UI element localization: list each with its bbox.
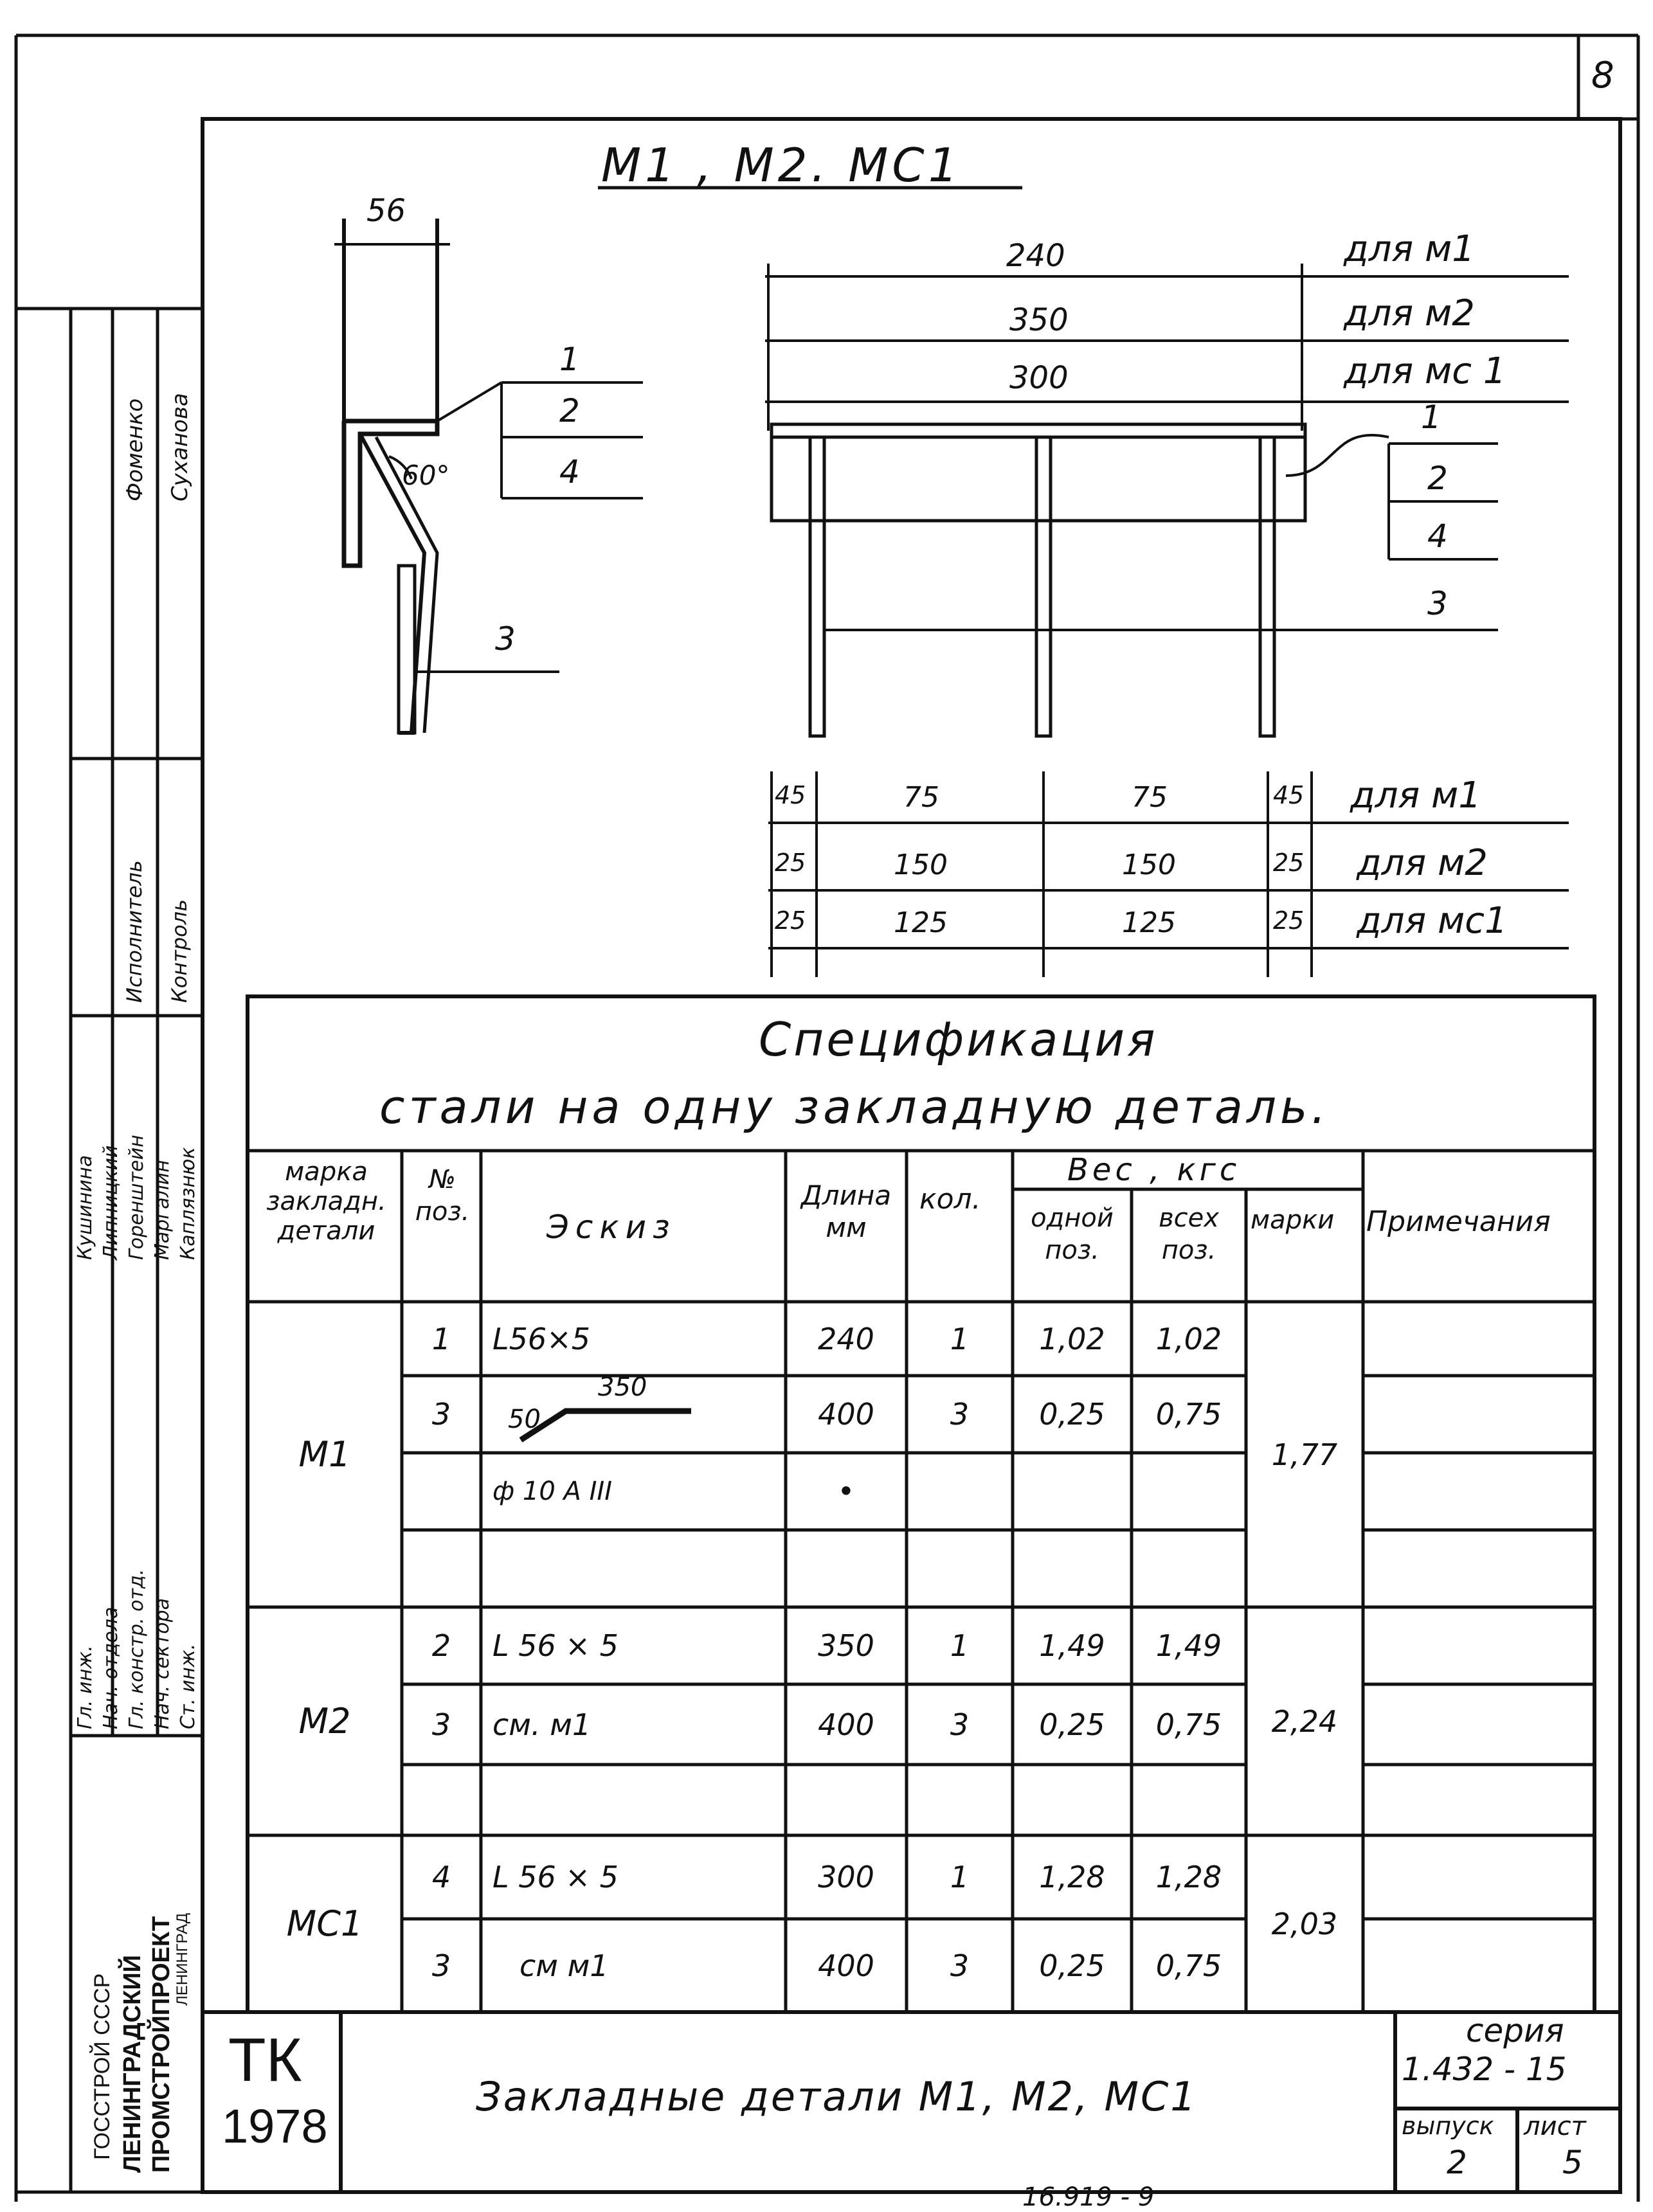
spacing-m1-c: 75 xyxy=(1132,781,1168,814)
m1-r1-sketch: L56×5 xyxy=(492,1321,590,1356)
tk-logo: ТК xyxy=(228,2026,302,2094)
hdr-mark-l1: марка xyxy=(285,1157,368,1187)
spacing-m2-c: 150 xyxy=(1122,849,1176,881)
m1-r1-qty: 1 xyxy=(950,1321,970,1356)
group-total-mc1: 2,03 xyxy=(1271,1906,1338,1941)
group-mark-m1: М1 xyxy=(298,1434,351,1475)
mc1-r1-wall: 1,28 xyxy=(1155,1860,1222,1894)
stamp-role-1: Гл. инж. xyxy=(74,1645,96,1729)
hdr-length-l1: Длина xyxy=(800,1180,892,1211)
series-value: 1.432 - 15 xyxy=(1402,2051,1567,2088)
m1-r2-pos: 3 xyxy=(431,1397,451,1432)
stamp-executor-name: Фоменко xyxy=(122,398,148,501)
m2-r1-wall: 1,49 xyxy=(1155,1628,1222,1663)
spacing-m1-d: 45 xyxy=(1273,781,1305,809)
stamp-control-name: Суханова xyxy=(167,393,193,501)
spacing-m2-a: 25 xyxy=(775,849,806,877)
stamp-role-3: Гл. констр. отд. xyxy=(125,1569,148,1729)
section-pos-3: 3 xyxy=(495,620,516,658)
series-label: серия xyxy=(1466,2012,1564,2049)
section-pos-2: 2 xyxy=(559,392,580,429)
section-angle: 60° xyxy=(402,460,450,491)
spacing-mc1-b: 125 xyxy=(894,906,948,939)
mc1-r1-qty: 1 xyxy=(950,1860,970,1894)
stamp-name-4: Маргалин xyxy=(151,1160,174,1260)
tk-year: 1978 xyxy=(222,2100,328,2153)
mc1-r2-sketch: см м1 xyxy=(519,1948,609,1983)
m2-r1-length: 350 xyxy=(818,1628,874,1663)
elev-pos-1: 1 xyxy=(1421,399,1441,436)
m2-r1-wone: 1,49 xyxy=(1039,1628,1105,1663)
mc1-r1-length: 300 xyxy=(818,1860,874,1894)
stamp-org-2: ЛЕНИНГРАДСКИЙ xyxy=(119,1955,146,2173)
m2-r1-sketch: L 56 × 5 xyxy=(492,1628,619,1663)
m1-r2-qty: 3 xyxy=(950,1397,970,1432)
spec-title-line1: Спецификация xyxy=(759,1012,1158,1066)
mc1-r2-pos: 3 xyxy=(431,1948,451,1983)
m2-r2-pos: 3 xyxy=(431,1707,451,1742)
elev-pos-3: 3 xyxy=(1427,585,1448,622)
bar-sketch-b: 350 xyxy=(598,1372,647,1402)
issue-label: выпуск xyxy=(1402,2112,1494,2140)
spacing-m2-b: 150 xyxy=(894,849,948,881)
hdr-w-all xyxy=(1132,1202,1246,1266)
spacing-m2-d: 25 xyxy=(1273,849,1305,877)
hdr-pos xyxy=(404,1164,481,1228)
hdr-mark-l3: детали xyxy=(277,1216,375,1246)
section-pos-1: 1 xyxy=(559,341,580,378)
hdr-w-all-l1: всех xyxy=(1159,1203,1219,1233)
issue-value: 2 xyxy=(1447,2144,1467,2181)
hdr-w-one-l2: поз. xyxy=(1045,1236,1099,1265)
section-pos-4: 4 xyxy=(559,453,580,490)
bar-sketch-a: 50 xyxy=(508,1405,541,1434)
m1-r3-sketch: ф 10 А III xyxy=(492,1477,612,1506)
group-mark-m2: М2 xyxy=(298,1701,351,1741)
hdr-w-one-l1: одной xyxy=(1031,1203,1114,1233)
mc1-r1-sketch: L 56 × 5 xyxy=(492,1860,619,1894)
stamp-name-3: Горенштейн xyxy=(125,1135,148,1260)
hdr-qty: кол. xyxy=(919,1183,981,1216)
group-total-m1: 1,77 xyxy=(1271,1437,1338,1472)
stamp-role-2: Нач. отдела xyxy=(100,1606,122,1729)
m1-r1-length: 240 xyxy=(818,1321,874,1356)
sheet-title: Закладные детали М1, М2, МС1 xyxy=(476,2073,1198,2120)
length-dim-m1-label: для м1 xyxy=(1344,228,1475,270)
m1-r2-wone: 0,25 xyxy=(1039,1397,1105,1432)
hdr-notes: Примечания xyxy=(1366,1205,1551,1238)
hdr-w-mark: марки xyxy=(1251,1205,1335,1235)
stamp-org-3: ПРОМСТРОЙПРОЕКТ xyxy=(148,1916,175,2173)
length-dim-mc1: 300 xyxy=(1009,360,1069,396)
mc1-r1-pos: 4 xyxy=(431,1860,451,1894)
m1-r2-length: 400 xyxy=(818,1397,874,1432)
m1-r1-pos: 1 xyxy=(431,1321,451,1356)
length-dim-mc1-label: для мс 1 xyxy=(1344,350,1506,392)
elev-pos-2: 2 xyxy=(1427,460,1448,497)
mc1-r2-qty: 3 xyxy=(950,1948,970,1983)
stamp-org-4: ЛЕНИНГРАД xyxy=(174,1912,191,2006)
hdr-pos-l1: № xyxy=(429,1165,456,1194)
page-number: 8 xyxy=(1591,55,1614,96)
spec-title-line2: стали на одну закладную деталь. xyxy=(379,1080,1330,1134)
spacing-mc1-d: 25 xyxy=(1273,906,1305,935)
spacing-m1-a: 45 xyxy=(775,781,806,809)
hdr-sketch: Эскиз xyxy=(546,1209,676,1246)
m2-r1-qty: 1 xyxy=(950,1628,970,1663)
hdr-mark-l2: закладн. xyxy=(266,1187,386,1216)
sheet-value: 5 xyxy=(1562,2144,1583,2181)
stamp-control-label: Контроль xyxy=(167,899,192,1003)
m1-r1-wone: 1,02 xyxy=(1039,1321,1105,1356)
stamp-org-1: ГОССТРОЙ СССР xyxy=(90,1973,114,2160)
hdr-length xyxy=(786,1180,907,1244)
m2-r2-sketch: см. м1 xyxy=(492,1707,592,1742)
m1-r2-wall: 0,75 xyxy=(1155,1397,1222,1432)
m2-r2-wall: 0,75 xyxy=(1155,1707,1222,1742)
m2-r2-wone: 0,25 xyxy=(1039,1707,1105,1742)
stamp-name-5: Каплязнюк xyxy=(177,1147,199,1260)
hdr-w-one xyxy=(1013,1202,1132,1266)
stamp-executor-label: Исполнитель xyxy=(122,860,147,1003)
spacing-mc1-label: для мс1 xyxy=(1357,900,1508,942)
bottom-note: 16.919 - 9 xyxy=(1022,2182,1155,2212)
m2-r1-pos: 2 xyxy=(431,1628,451,1663)
length-dim-m1: 240 xyxy=(1006,238,1065,274)
hdr-pos-l2: поз. xyxy=(415,1197,470,1227)
stamp-role-5: Ст. инж. xyxy=(177,1643,199,1729)
m1-r3-length: • xyxy=(837,1474,855,1509)
stamp-role-4: Нач. сектора xyxy=(151,1597,174,1729)
stamp-name-2: Липницкий xyxy=(100,1145,122,1260)
spacing-m1-b: 75 xyxy=(903,781,939,814)
spacing-m1-label: для м1 xyxy=(1350,775,1481,816)
hdr-weight: Вес , кгс xyxy=(1067,1152,1241,1188)
stamp-name-1: Кушинина xyxy=(74,1155,96,1260)
mc1-r1-wone: 1,28 xyxy=(1039,1860,1105,1894)
spacing-mc1-a: 25 xyxy=(775,906,806,935)
hdr-mark xyxy=(251,1157,402,1246)
sheet-label: лист xyxy=(1524,2112,1586,2141)
mc1-r2-length: 400 xyxy=(818,1948,874,1983)
drawing-title: М1 , М2. МС1 xyxy=(601,138,962,192)
elev-pos-4: 4 xyxy=(1427,517,1448,555)
spacing-mc1-c: 125 xyxy=(1122,906,1176,939)
hdr-w-all-l2: поз. xyxy=(1161,1236,1216,1265)
hdr-length-l2: мм xyxy=(826,1212,867,1243)
m2-r2-length: 400 xyxy=(818,1707,874,1742)
spacing-m2-label: для м2 xyxy=(1357,842,1488,884)
section-top-dim: 56 xyxy=(366,193,406,229)
group-mark-mc1: МС1 xyxy=(286,1903,363,1944)
m1-r1-wall: 1,02 xyxy=(1155,1321,1222,1356)
mc1-r2-wall: 0,75 xyxy=(1155,1948,1222,1983)
length-dim-m2-label: для м2 xyxy=(1344,292,1475,334)
group-total-m2: 2,24 xyxy=(1271,1704,1338,1739)
mc1-r2-wone: 0,25 xyxy=(1039,1948,1105,1983)
length-dim-m2: 350 xyxy=(1009,302,1069,338)
m2-r2-qty: 3 xyxy=(950,1707,970,1742)
